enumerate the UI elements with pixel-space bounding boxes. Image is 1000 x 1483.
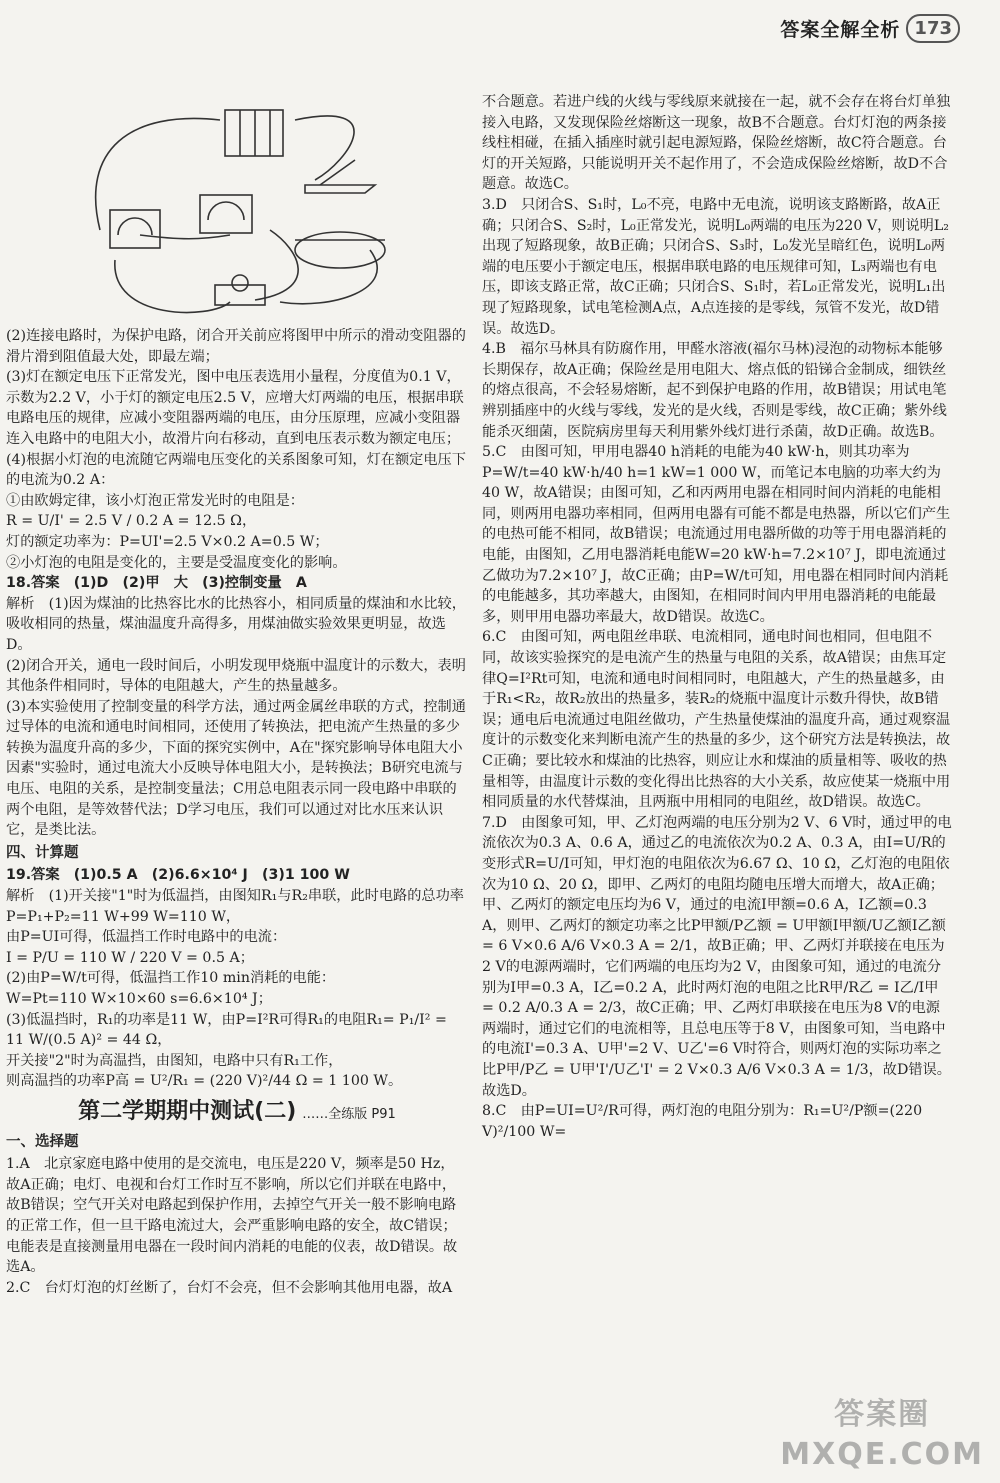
right-column — [482, 92, 952, 1142]
answer-8: 8.C 由P=UI=U²/R可得，两灯泡的电阻分别为：R₁=U²/P额=(220 V)²/100 W= — [482, 1103, 923, 1140]
page-header — [780, 14, 960, 43]
answer-2: 2.C 台灯灯泡的灯丝断了，台灯不会亮，但不会影响其他用电器，故A — [6, 1279, 453, 1296]
text-paragraph: (2)闭合开关，通电一段时间后，小明发现甲烧瓶中温度计的示数大，表明其他条件相同时，导体的电阻越大，产生的热量越多。 — [6, 657, 466, 695]
explanation-18: 解析 (1)因为煤油的比热容比水的比热容小，相同质量的煤油和水比较，吸收相同的热量，煤油温度升高得多，用煤油做实验效果更明显，故选D。 — [6, 595, 466, 653]
text-paragraph: (2)由P=W/t可得，低温挡工作10 min消耗的电能： — [6, 970, 336, 987]
answer-6: 6.C 由图可知，两电阻丝串联、电流相同，通电时间也相同，但电阻不同，故该实验探究的是电流产生的热量与电阻的关系，故A错误；由焦耳定律Q=I²Rt可知，电流和通电时间相同时，电阻越大，产生的热量越多，由于R₁<R₂，故R₂放出的热量多，装R₂的烧瓶中温度计示数升得快，故B错误；通电后电流通过电阻丝做功，产生热量使煤油的温度升高，通过观察温度计的示数变化来判断电流产生的热量的多少，这个研究方法是转换法，故C正确；要比较水和煤油的比热容，则应让水和煤油的质量相等、吸收的热量相等，由温度计示数的变化得出比热容的大小关系，故应使某一烧瓶中用相同质量的水代替煤油，且两瓶中用相同的电阻丝，故D错误。故选C。 — [482, 629, 951, 811]
exam-ref: ……全练版 P91 — [302, 1106, 396, 1122]
section-heading: 一、选择题 — [6, 1133, 79, 1150]
watermark-line2: MXQE.COM — [780, 1437, 984, 1472]
text-paragraph: 开关接"2"时为高温挡，由图知，电路中只有R₁工作， — [6, 1052, 343, 1069]
answer-1: 1.A 北京家庭电路中使用的是交流电，电压是220 V，频率是50 Hz，故A正确；电灯、电视和台灯工作时互不影响，所以它们并联在电路中，故B错误；空气开关对电路起到保护作用，去掉空气开关一般不影响电路的正常工作，但一旦干路电流过大，会严重影响电路的安全，故C错误；电能表是直接测量用电器在一段时间内消耗的电能的仪表，故D错误。故选A。 — [6, 1156, 458, 1276]
page-number: 173 — [906, 14, 960, 43]
text-paragraph: (2)连接电路时，为保护电路，闭合开关前应将图甲中所示的滑动变阻器的滑片滑到阻值最大处，即最左端； — [6, 328, 466, 365]
section-title — [6, 1098, 468, 1126]
text-paragraph: ①由欧姆定律，该小灯泡正常发光时的电阻是： — [6, 492, 304, 509]
text-paragraph: 不合题意。若进户线的火线与零线原来就接在一起，就不会存在将台灯单独接入电路，又发现保险丝熔断这一现象，故B不合题意。台灯灯泡的两条接线柱相碰，在插入插座时就引起电源短路，保险丝熔断，故C符合题意。台灯的开关短路，只能说明开关不起作用了，不会造成保险丝熔断，故D不合题意。故选C。 — [482, 94, 951, 193]
text-paragraph: (4)根据小灯泡的电流随它两端电压变化的关系图象可知，灯在额定电压下的电流为0.2 A： — [6, 451, 466, 489]
header-title: 答案全解全析 — [780, 19, 901, 41]
watermark-line1: 答案圈 — [834, 1397, 931, 1432]
left-column — [6, 326, 468, 1298]
formula: I = P/U = 110 W / 220 V = 0.5 A； — [6, 949, 254, 966]
answer-4: 4.B 福尔马林具有防腐作用，甲醛水溶液(福尔马林)浸泡的动物标本能够长期保存，故A正确；保险丝是用电阻大、熔点低的铅锑合金制成，细铁丝的熔点很高，不会轻易熔断，起不到保护电路的作用，故B错误；用试电笔辨别插座中的火线与零线，发光的是火线，否则是零线，故C正确；紫外线能杀灭细菌，医院病房里每天利用紫外线灯进行杀菌，故D正确。故选B。 — [482, 341, 947, 440]
text-paragraph: 由P=UI可得，低温挡工作时电路中的电流： — [6, 929, 287, 946]
text-paragraph: (3)低温挡时，R₁的功率是11 W，由P=I²R可得R₁的电阻R₁= P₁/I² = 11 W/(0.5 A)² = 44 Ω， — [6, 1011, 447, 1049]
answer-7: 7.D 由图象可知，甲、乙灯泡两端的电压分别为2 V、6 V时，通过甲的电流依次为0.3 A、0.6 A，通过乙的电流依次为0.2 A、0.3 A，由I=U/R的变形式R=U/I可知，甲灯泡的电阻依次为6.67 Ω、10 Ω，乙灯泡的电阻依次为10 Ω、20 Ω，即甲、乙两灯的电阻均随电压增大而增大，故A正确；甲、乙两灯的额定电压均为6 V，通过的电流I甲额=0.6 A，I乙额=0.3 A，则甲、乙两灯的额定功率之比P甲额/P乙额 = U甲额I甲额/U乙额I乙额 = 6 V×0.6 A/6 V×0.3 A = 2/1，故B正确；甲、乙两灯并联接在电压为2 V的电源两端时，它们两端的电压均为2 V，由图象可知，通过的电流分别为I甲=0.3 A，I乙=0.2 A，此时两灯泡的电阻之比R甲/R乙 = I乙/I甲 = 0.2 A/0.3 A = 2/3，故C正确；甲、乙两灯串联接在电压为8 V的电源两端时，通过它们的电流相等，且总电压等于8 V，由图象可知，当电路中的电流I'=0.3 A、U甲'=2 V、U乙'=6 V时符合，则两灯泡的实际功率之比P甲/P乙 = U甲'I'/U乙'I' = 2 V×0.3 A/6 V×0.3 A = 1/3，故D错误。故选D。 — [482, 814, 952, 1099]
watermark — [780, 1395, 984, 1475]
explanation-19: 解析 (1)开关接"1"时为低温挡，由图知R₁与R₂串联，此时电路的总功率P=P₁+P₂=11 W+99 W=110 W， — [6, 888, 464, 925]
answer-5: 5.C 由图可知，甲用电器40 h消耗的电能为40 kW·h，则其功率为P=W/t=40 kW·h/40 h=1 kW=1 000 W，而笔记本电脑的功率大约为40 W，故A错误；由图可知，乙和丙两用电器在相同时间内消耗的电能相同，则两用电器功率相同，但两用电器有可能不都是电热器，所以它们产生的电热可能不相同，故B错误；电流通过用电器所做的功等于用电器消耗的电能，由图知，乙用电器消耗电能W=20 kW·h=7.2×10⁷ J，即电流通过乙做功为7.2×10⁷ J，故C正确；由P=W/t可知，用电器在相同时间内消耗的电能越多，其功率越大，由图知，在相同时间内甲用电器消耗的电能最多，则甲用电器功率最大，故D错误。故选C。 — [482, 444, 951, 625]
answer-19: 19.答案 (1)0.5 A (2)6.6×10⁴ J (3)1 100 W — [6, 867, 350, 884]
text-paragraph: (3)灯在额定电压下正常发光，图中电压表选用小量程，分度值为0.1 V，示数为2.2 V，小于灯的额定电压2.5 V，应增大灯两端的电压，根据串联电路电压的规律，应减小变阻器两端的电压，由分压原理，应减小变阻器连入电路中的电阻大小，故滑片向右移动，直到电压表示数为额定电压； — [6, 369, 464, 447]
formula: 则高温挡的功率P高 = U²/R₁ = (220 V)²/44 Ω = 1 100 W。 — [6, 1073, 403, 1090]
text-paragraph: (3)本实验使用了控制变量的科学方法，通过两金属丝串联的方式，控制通过导体的电流和通电时间相同，还使用了转换法，把电流产生热量的多少转换为温度升高的多少，下面的探究实例中，A在"探究影响导体电阻大小因素"实验时，通过电流大小反映导体电阻大小，是转换法；B研究电流与电压、电阻的关系，是控制变量法；C用总电阻表示同一段电路中串联的两个电阻，是等效替代法；D学习电压，我们可以通过对比水压来认识它，是类比法。 — [6, 698, 466, 839]
formula: W=Pt=110 W×10×60 s=6.6×10⁴ J； — [6, 991, 272, 1007]
answer-18: 18.答案 (1)D (2)甲 大 (3)控制变量 A — [6, 575, 307, 592]
text-paragraph: ②小灯泡的电阻是变化的，主要是受温度变化的影响。 — [6, 554, 347, 571]
formula: R = U/I' = 2.5 V / 0.2 A = 12.5 Ω， — [6, 513, 257, 530]
circuit-diagram — [70, 90, 430, 320]
answer-3: 3.D 只闭合S、S₁时，L₀不亮，电路中无电流，说明该支路断路，故A正确；只闭合S、S₂时，L₀正常发光，说明L₀两端的电压为220 V，则说明L₂出现了短路现象，故B正确；只闭合S、S₃时，L₀发光呈暗红色，说明L₀两端的电压要小于额定电压，根据串联电路的电压规律可知，L₃两端也有电压，即该支路正常，故C正确；只闭合S、S₁时，若L₀正常发光，说明L₁出现了短路现象，试电笔检测A点，A点连接的是零线，氖管不发光，故D错误。故选D。 — [482, 196, 949, 337]
section-heading: 四、计算题 — [6, 844, 79, 861]
exam-title: 第二学期期中测试(二) — [78, 1098, 297, 1124]
text-paragraph: 灯的额定功率为：P=UI'=2.5 V×0.2 A=0.5 W； — [6, 533, 329, 550]
